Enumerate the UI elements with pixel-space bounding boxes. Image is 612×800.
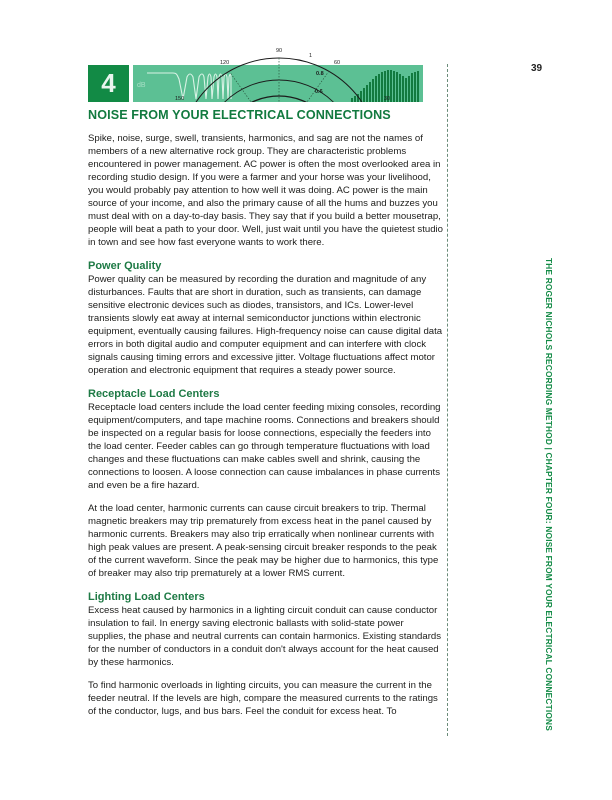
chapter-title: NOISE FROM YOUR ELECTRICAL CONNECTIONS <box>88 108 391 122</box>
section-title-power-quality: Power Quality <box>88 260 162 272</box>
section-paragraph: At the load center, harmonic currents can cause circuit breakers to trip. Thermal magnetic breakers may trip prematurely from excess heat in the panel caused by harmonic currents. Breakers may also trip erratically when nonlinear currents with high peak values are present. A peak-sensing circuit breaker responds to the peak of the current waveform. Since the peak may be higher due to harmonics, this type of breaker may also trip prematurely at a lower RMS current. <box>88 503 439 579</box>
polar-label-radius-06: 0.6 <box>315 89 323 95</box>
polar-label-150: 150 <box>175 96 185 102</box>
section-paragraph: Excess heat caused by harmonics in a lighting circuit conduit can cause conductor insulation to fail. In energy saving electronic ballasts with solid-state power supplies, the phase and neutral currents can contain harmonics. Existing standards for the number of conductors in a conduit don't always account for the heat caused by these harmonics. <box>88 605 442 668</box>
polar-label-radius-08: 0.8 <box>316 71 324 77</box>
polar-label-radius-1: 1 <box>309 53 313 59</box>
section-paragraph: To find harmonic overloads in lighting circuits, you can measure the current in the feeder neutral. If the levels are high, compare the measured currents to the ratings of the conductor, lugs, and bus bars. Feel the conduit for excess heat. To <box>88 680 438 717</box>
polar-label-120: 120 <box>220 60 230 66</box>
main-text-column <box>88 108 443 718</box>
running-head <box>540 258 554 768</box>
intro-paragraph: Spike, noise, surge, swell, transients, harmonics, and sag are not the names of members of a new alternative rock group. They are characteristic problems encountered in power management. AC power is often the most overlooked area in recording studio design. If you were a farmer and your horse was your livelihood, you would probably pay attention to how well it was doing. AC power is the main source of your income, and also the primary cause of all the hums and buzzes you must deal with on a day-to-day basis. They say that if you build a better mousetrap, people will beat a path to your door. Well, just wait until you have the quietest studio in town and see how fast everyone wants to work there. <box>88 133 444 248</box>
section-title-receptacle-load-centers: Receptacle Load Centers <box>88 388 220 400</box>
column-divider <box>447 64 448 736</box>
chapter-number-box <box>88 65 129 102</box>
db-label: dB <box>137 82 146 89</box>
polar-label-30: 30 <box>384 96 391 102</box>
chapter-number: 4 <box>101 68 116 98</box>
section-paragraph: Power quality can be measured by recording the duration and magnitude of any disturbances. Faults that are short in duration, such as transients, can damage sensitive electronic devices such as diodes, transistors, and ICs. Lower-level transients slowly eat away at internal semiconductor junctions within electronic equipment, eventually causing failures. High-frequency noise can cause digital data errors in both digital audio and computer equipment and can interfere with clock signals causing timing errors and excessive jitter. Voltage fluctuations affect motor operation and electronic equipment that requires a steady power source. <box>88 274 443 376</box>
running-head-text: THE ROGER NICHOLS RECORDING METHOD | CHAPTER FOUR: NOISE FROM YOUR ELECTRICAL CONNECTIONS <box>544 258 554 731</box>
polar-label-60: 60 <box>334 60 341 66</box>
section-title-lighting-load-centers: Lighting Load Centers <box>88 591 205 603</box>
polar-pattern-diagram <box>133 40 423 110</box>
page-number: 39 <box>531 63 543 74</box>
polar-label-90: 90 <box>276 48 283 54</box>
section-paragraph: Receptacle load centers include the load center feeding mixing consoles, recording equipment/computers, and tape machine rooms. Connections and breakers should be inspected on a regular basis for loose connections, especially the feeders into the load center. Feeder cables can go through temperature fluctuations with load changes and these fluctuations can make cables swell and shrink, causing the connections to loosen. A loose connection can cause imbalances in phase currents and even be a fire hazard. <box>88 402 441 491</box>
